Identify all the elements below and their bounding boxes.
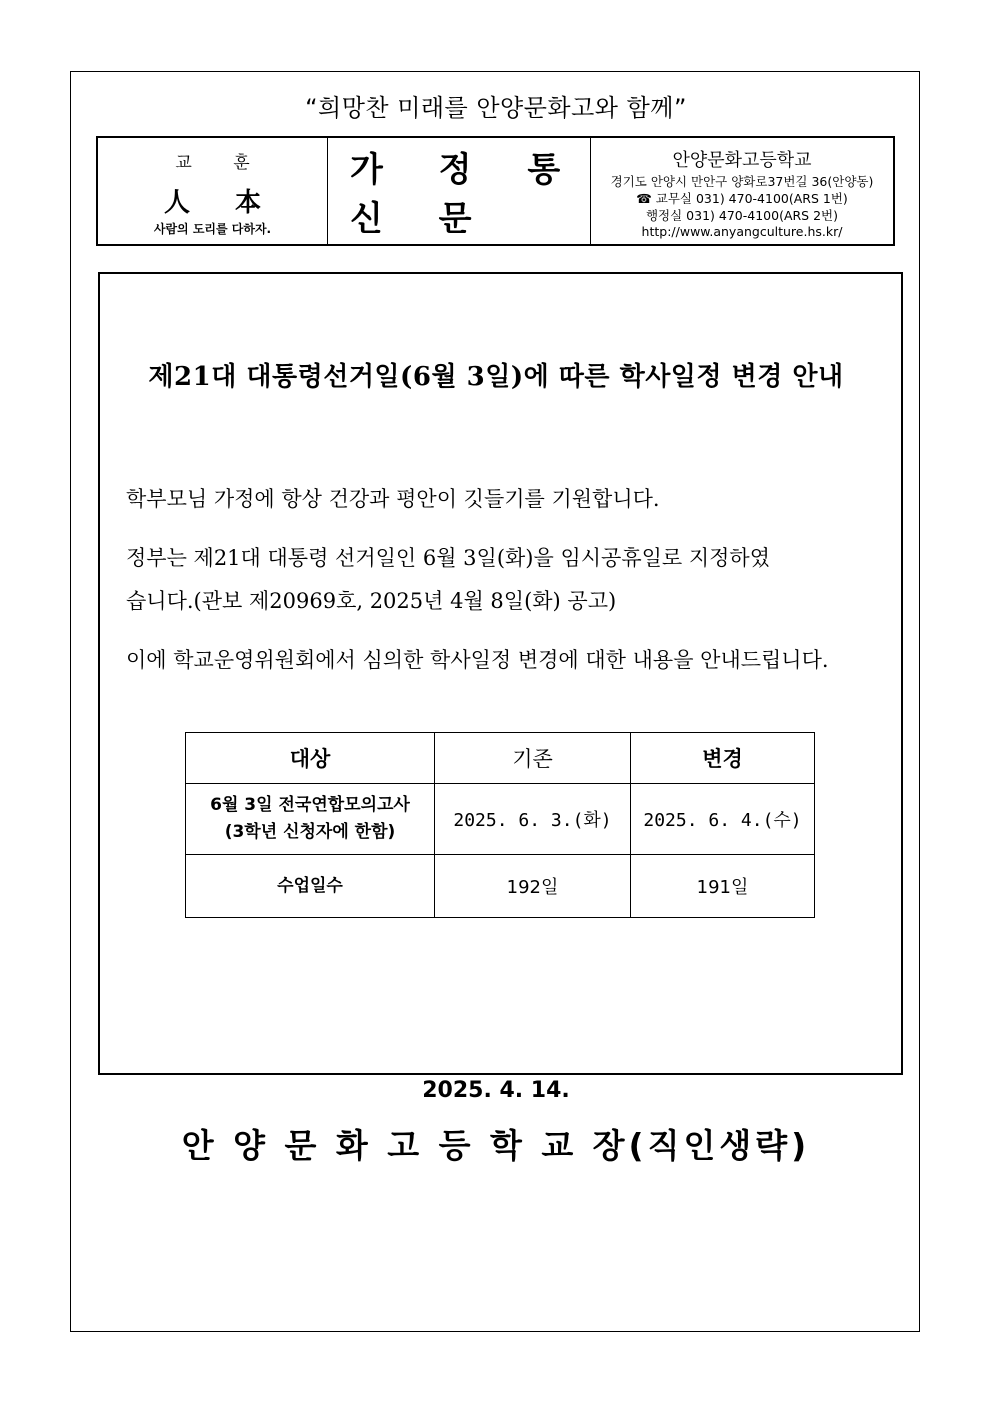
header-after: 변경: [631, 733, 815, 784]
row-target-line2: (3학년 신청자에 한함): [224, 822, 396, 842]
table-row: [186, 855, 815, 918]
motto-label: 교 훈: [175, 153, 268, 173]
row-after: 2025. 6. 4.(수): [631, 784, 815, 855]
title-cell: [328, 138, 591, 244]
paragraph-intro: 이에 학교운영위원회에서 심의한 학사일정 변경에 대한 내용을 안내드립니다.: [126, 648, 829, 672]
header-table: [96, 136, 895, 246]
motto-main: 人 本: [163, 188, 280, 218]
issue-date: 2025. 4. 14.: [422, 1078, 570, 1103]
school-phone-1: ☎ 교무실 031) 470-4100(ARS 1번): [636, 191, 848, 206]
school-info-cell: [591, 138, 893, 244]
school-website[interactable]: http://www.anyangculture.hs.kr/: [641, 224, 843, 239]
header-before: 기존: [435, 733, 631, 784]
row-target: 수업일수: [186, 855, 435, 918]
header-target: 대상: [186, 733, 435, 784]
table-row: [186, 784, 815, 855]
row-before: 192일: [435, 855, 631, 918]
notice-title: 제21대 대통령선거일(6월 3일)에 따른 학사일정 변경 안내: [148, 362, 844, 392]
table-header-row: [186, 733, 815, 784]
row-target-line1: 6월 3일 전국연합모의고사: [210, 795, 410, 815]
school-name: 안양문화고등학교: [672, 150, 812, 171]
signer: 안 양 문 화 고 등 학 교 장(직인생략): [181, 1126, 811, 1165]
school-address: 경기도 안양시 만안구 양화로37번길 36(안양동): [610, 174, 874, 189]
paragraph-holiday-line2: 습니다.(관보 제20969호, 2025년 4월 8일(화) 공고): [126, 589, 617, 613]
slogan: “희망찬 미래를 안양문화고와 함께”: [305, 94, 687, 122]
motto-cell: [98, 138, 328, 244]
paragraph-holiday-line1: 정부는 제21대 대통령 선거일인 6월 3일(화)을 임시공휴일로 지정하였: [126, 546, 770, 570]
schedule-table: [185, 732, 815, 918]
doc-title: 가 정 통 신 문: [350, 150, 583, 239]
row-target: [186, 784, 435, 855]
row-after: 191일: [631, 855, 815, 918]
school-phone-2: 행정실 031) 470-4100(ARS 2번): [645, 208, 838, 223]
row-before: 2025. 6. 3.(화): [435, 784, 631, 855]
motto-sub: 사람의 도리를 다하자.: [153, 222, 272, 236]
paragraph-greeting: 학부모님 가정에 항상 건강과 평안이 깃들기를 기원합니다.: [126, 487, 660, 511]
